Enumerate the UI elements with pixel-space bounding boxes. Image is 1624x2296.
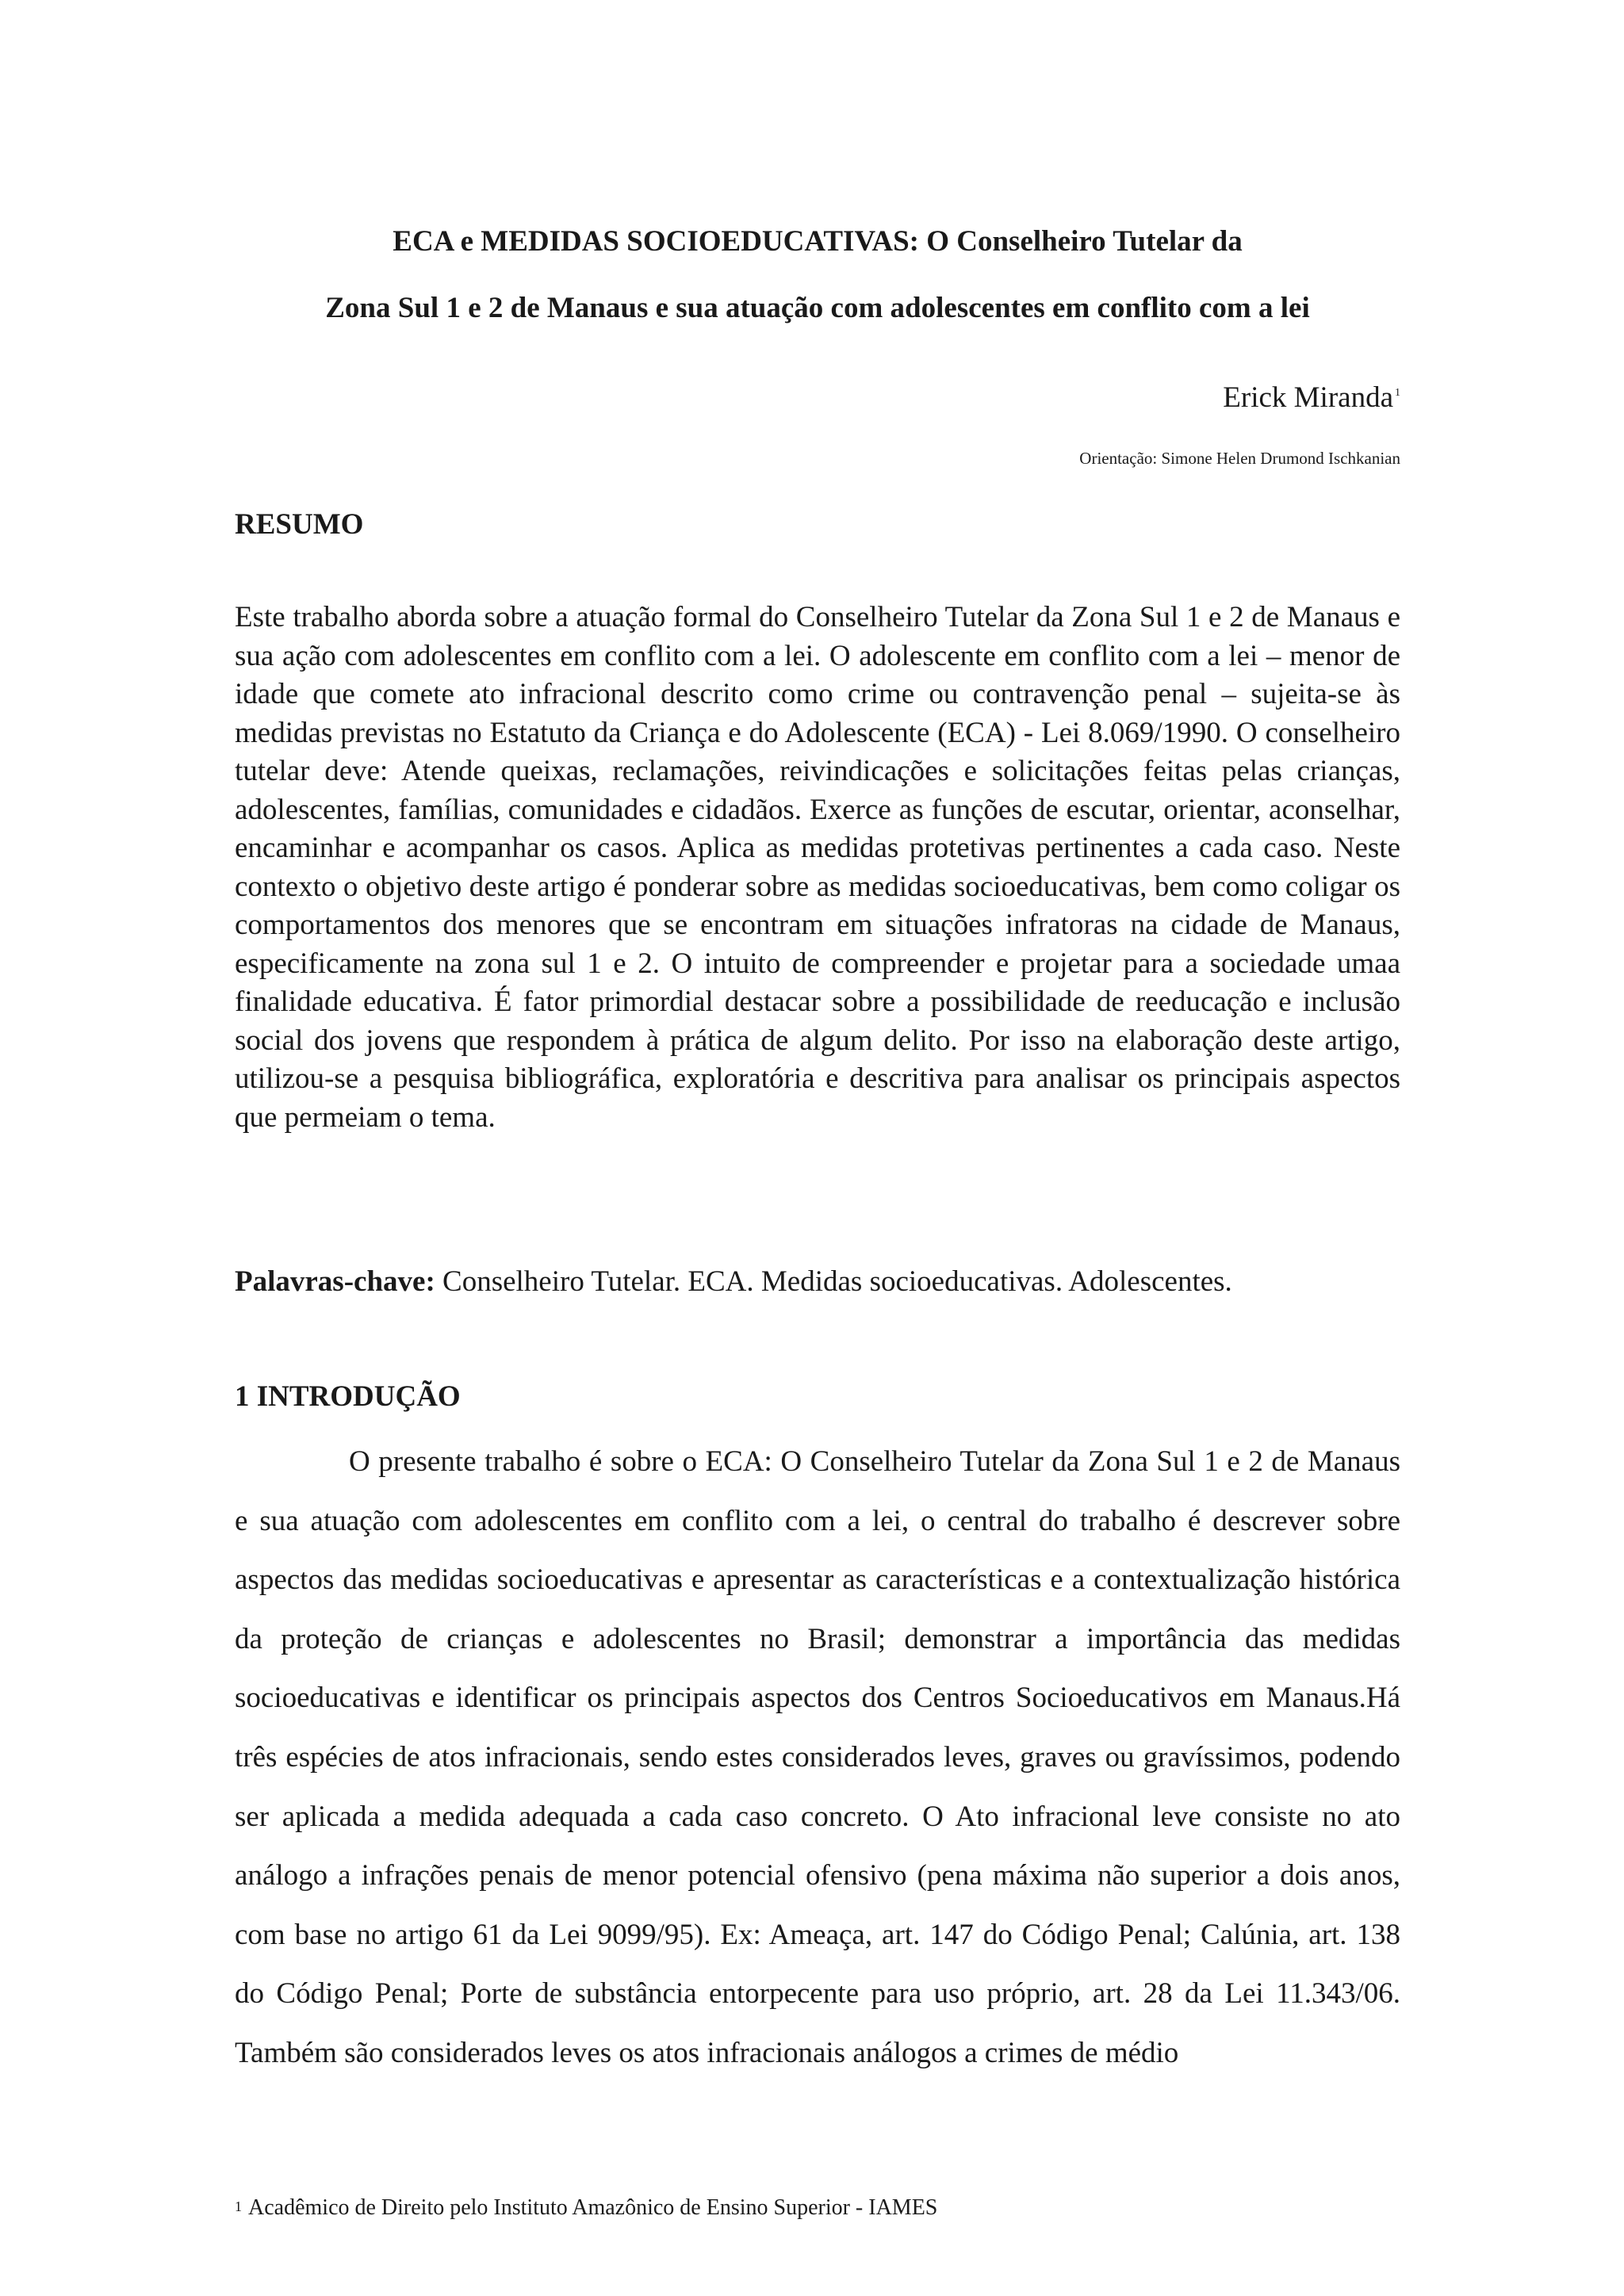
keywords-label: Palavras-chave: — [235, 1265, 435, 1298]
abstract-text: Este trabalho aborda sobre a atuação formal do Conselheiro Tutelar da Zona Sul 1 e 2 de Manaus e sua ação com adolescentes em conflito com a lei. O adolescente em conflito com a lei – menor de idade que comete ato infracional descrito como crime ou contravenção penal – sujeita-se às medidas previstas no Estatuto da Criança e do Adolescente (ECA) - Lei 8.069/1990. O conselheiro tutelar deve: Atende queixas, reclamações, reivindicações e solicitações feitas pelas crianças, adolescentes, famílias, comunidades e cidadãos. Exerce as funções de escutar, orientar, aconselhar, encaminhar e acompanhar os casos. Aplica as medidas protetivas pertinentes a cada caso. Neste contexto o objetivo deste artigo é ponderar sobre as medidas socioeducativas, bem como coligar os comportamentos dos menores que se encontram em situações infratoras na cidade de Manaus, especificamente na zona sul 1 e 2. O intuito de compreender e projetar para a sociedade umaa finalidade educativa. É fator primordial destacar sobre a possibilidade de reeducação e inclusão social dos jovens que respondem à prática de algum delito. Por isso na elaboração deste artigo, utilizou-se a pesquisa bibliográfica, exploratória e descritiva para analisar os principais aspectos que permeiam o tema. — [235, 601, 1400, 1134]
paper-title-line-2: Zona Sul 1 e 2 de Manaus e sua atuação com adolescentes em conflito com a lei — [325, 292, 1310, 324]
author-footnote-mark: 1 — [1395, 387, 1400, 399]
footnote-text: Acadêmico de Direito pelo Instituto Amazônico de Ensino Superior - IAMES — [248, 2195, 938, 2220]
abstract-heading: RESUMO — [235, 508, 364, 541]
introduction-text: O presente trabalho é sobre o ECA: O Conselheiro Tutelar da Zona Sul 1 e 2 de Manaus e sua atuação com adolescentes em conflito com a lei, o central do trabalho é descrever sobre aspectos das medidas socioeducativas e apresentar as características e a contextualização histórica da proteção de crianças e adolescentes no Brasil; demonstrar a importância das medidas socioeducativas e identificar os principais aspectos dos Centros Socioeducativos em Manaus.Há três espécies de atos infracionais, sendo estes considerados leves, graves ou gravíssimos, podendo ser aplicada a medida adequada a cada caso concreto. O Ato infracional leve consiste no ato análogo a infrações penais de menor potencial ofensivo (pena máxima não superior a dois anos, com base no artigo 61 da Lei 9099/95). Ex: Ameaça, art. 147 do Código Penal; Calúnia, art. 138 do Código Penal; Porte de substância entorpecente para uso próprio, art. 28 da Lei 11.343/06. Também são considerados leves os atos infracionais análogos a crimes de médio — [235, 1445, 1400, 2069]
author-name — [1223, 381, 1400, 415]
keywords — [235, 1265, 1400, 1299]
paper-title-line-1: ECA e MEDIDAS SOCIOEDUCATIVAS: O Conselheiro Tutelar da — [393, 225, 1243, 258]
footnote-mark: 1 — [235, 2198, 242, 2214]
advisor-line: Orientação: Simone Helen Drumond Ischkanian — [1079, 449, 1400, 468]
author-name-text: Erick Miranda — [1223, 381, 1393, 414]
footnote — [235, 2195, 1400, 2221]
keywords-text: Conselheiro Tutelar. ECA. Medidas socioeducativas. Adolescentes. — [442, 1265, 1232, 1298]
introduction-heading: 1 INTRODUÇÃO — [235, 1380, 461, 1413]
